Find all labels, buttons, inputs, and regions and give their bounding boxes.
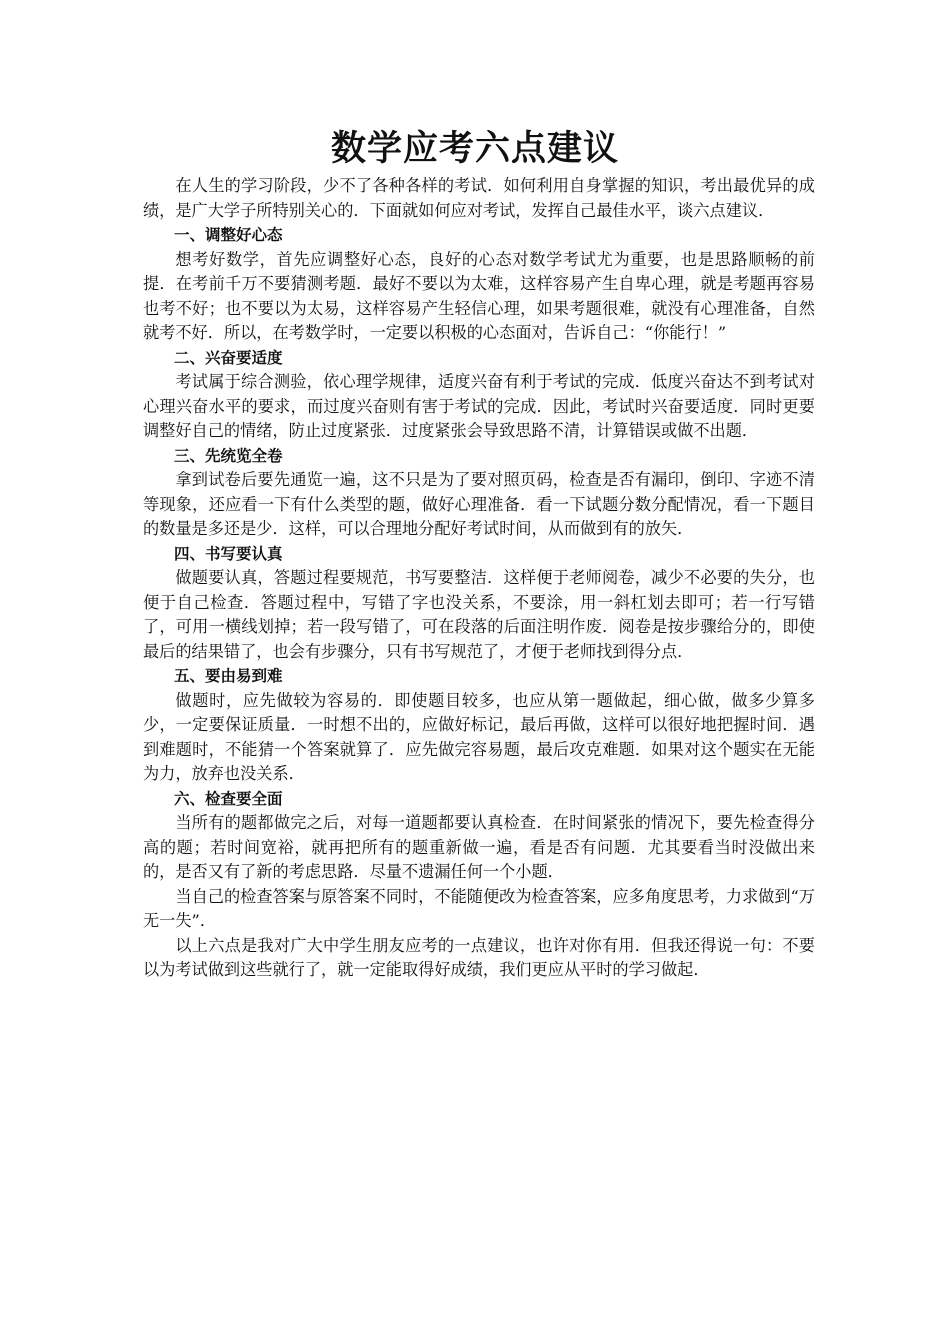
document-body [143,174,815,983]
closing-paragraph: 以上六点是我对广大中学生朋友应考的一点建议，也许对你有用．但我还得说一句：不要以为考试做到这些就行了，就一定能取得好成绩，我们更应从平时的学习做起． [143,935,815,979]
section-heading-3: 三、先统览全卷 [174,446,283,465]
section-heading-2: 二、兴奋要适度 [174,348,283,367]
section-heading-5: 五、要由易到难 [174,667,283,685]
intro-paragraph: 在人生的学习阶段，少不了各种各样的考试．如何利用自身掌握的知识，考出最优异的成绩，是广大学子所特别关心的．下面就如何应对考试，发挥自己最佳水平，谈六点建议． [143,176,815,220]
section-6-paragraph-1: 当所有的题都做完之后，对每一道题都要认真检查．在时间紧张的情况下，要先检查得分高的题；若时间宽裕，就再把所有的题重新做一遍，看是否有问题．尤其要看当时没做出来的，是否又有了新的考虑思路．尽量不遗漏任何一个小题． [143,813,815,881]
section-heading-4: 四、书写要认真 [174,544,283,563]
section-4-paragraph: 做题要认真，答题过程要规范，书写要整洁．这样便于老师阅卷，减少不必要的失分，也便于自己检查．答题过程中，写错了字也没关系，不要涂，用一斜杠划去即可；若一行写错了，可用一横线划掉；若一段写错了，可在段落的后面注明作废．阅卷是按步骤给分的，即使最后的结果错了，也会有步骤分，只有书写规范了，才便于老师找到得分点． [143,568,815,661]
section-3-paragraph: 拿到试卷后要先通览一遍，这不只是为了要对照页码，检查是否有漏印，倒印、字迹不清等现象，还应看一下有什么类型的题，做好心理准备．看一下试题分数分配情况，看一下题目的数量是多还是少．这样，可以合理地分配好考试时间，从而做到有的放矢． [143,470,815,538]
section-heading-1: 一、调整好心态 [174,226,283,244]
document-title: 数学应考六点建议 [330,129,619,169]
section-2-paragraph: 考试属于综合测验，依心理学规律，适度兴奋有利于考试的完成．低度兴奋达不到考试对心理兴奋水平的要求，而过度兴奋则有害于考试的完成．因此，考试时兴奋要适度．同时更要调整好自己的情绪，防止过度紧张．过度紧张会导致思路不清，计算错误或做不出题． [143,372,815,440]
section-1-paragraph: 想考好数学，首先应调整好心态，良好的心态对数学考试尤为重要，也是思路顺畅的前提．在考前千万不要猜测考题．最好不要以为太难，这样容易产生自卑心理，就是考题再容易也考不好；也不要以为太易，这样容易产生轻信心理，如果考题很难，就没有心理准备，自然就考不好．所以，在考数学时，一定要以积极的心态面对，告诉自己：“你能行！” [143,249,815,342]
section-heading-6: 六、检查要全面 [174,789,283,808]
section-5-paragraph: 做题时，应先做较为容易的．即使题目较多，也应从第一题做起，细心做，做多少算多少，一定要保证质量．一时想不出的，应做好标记，最后再做，这样可以很好地把握时间．遇到难题时，不能猜一个答案就算了．应先做完容易题，最后攻克难题．如果对这个题实在无能为力，放弃也没关系． [143,690,815,783]
section-6-paragraph-2: 当自己的检查答案与原答案不同时，不能随便改为检查答案，应多角度思考，力求做到“万无一失”． [143,886,815,930]
